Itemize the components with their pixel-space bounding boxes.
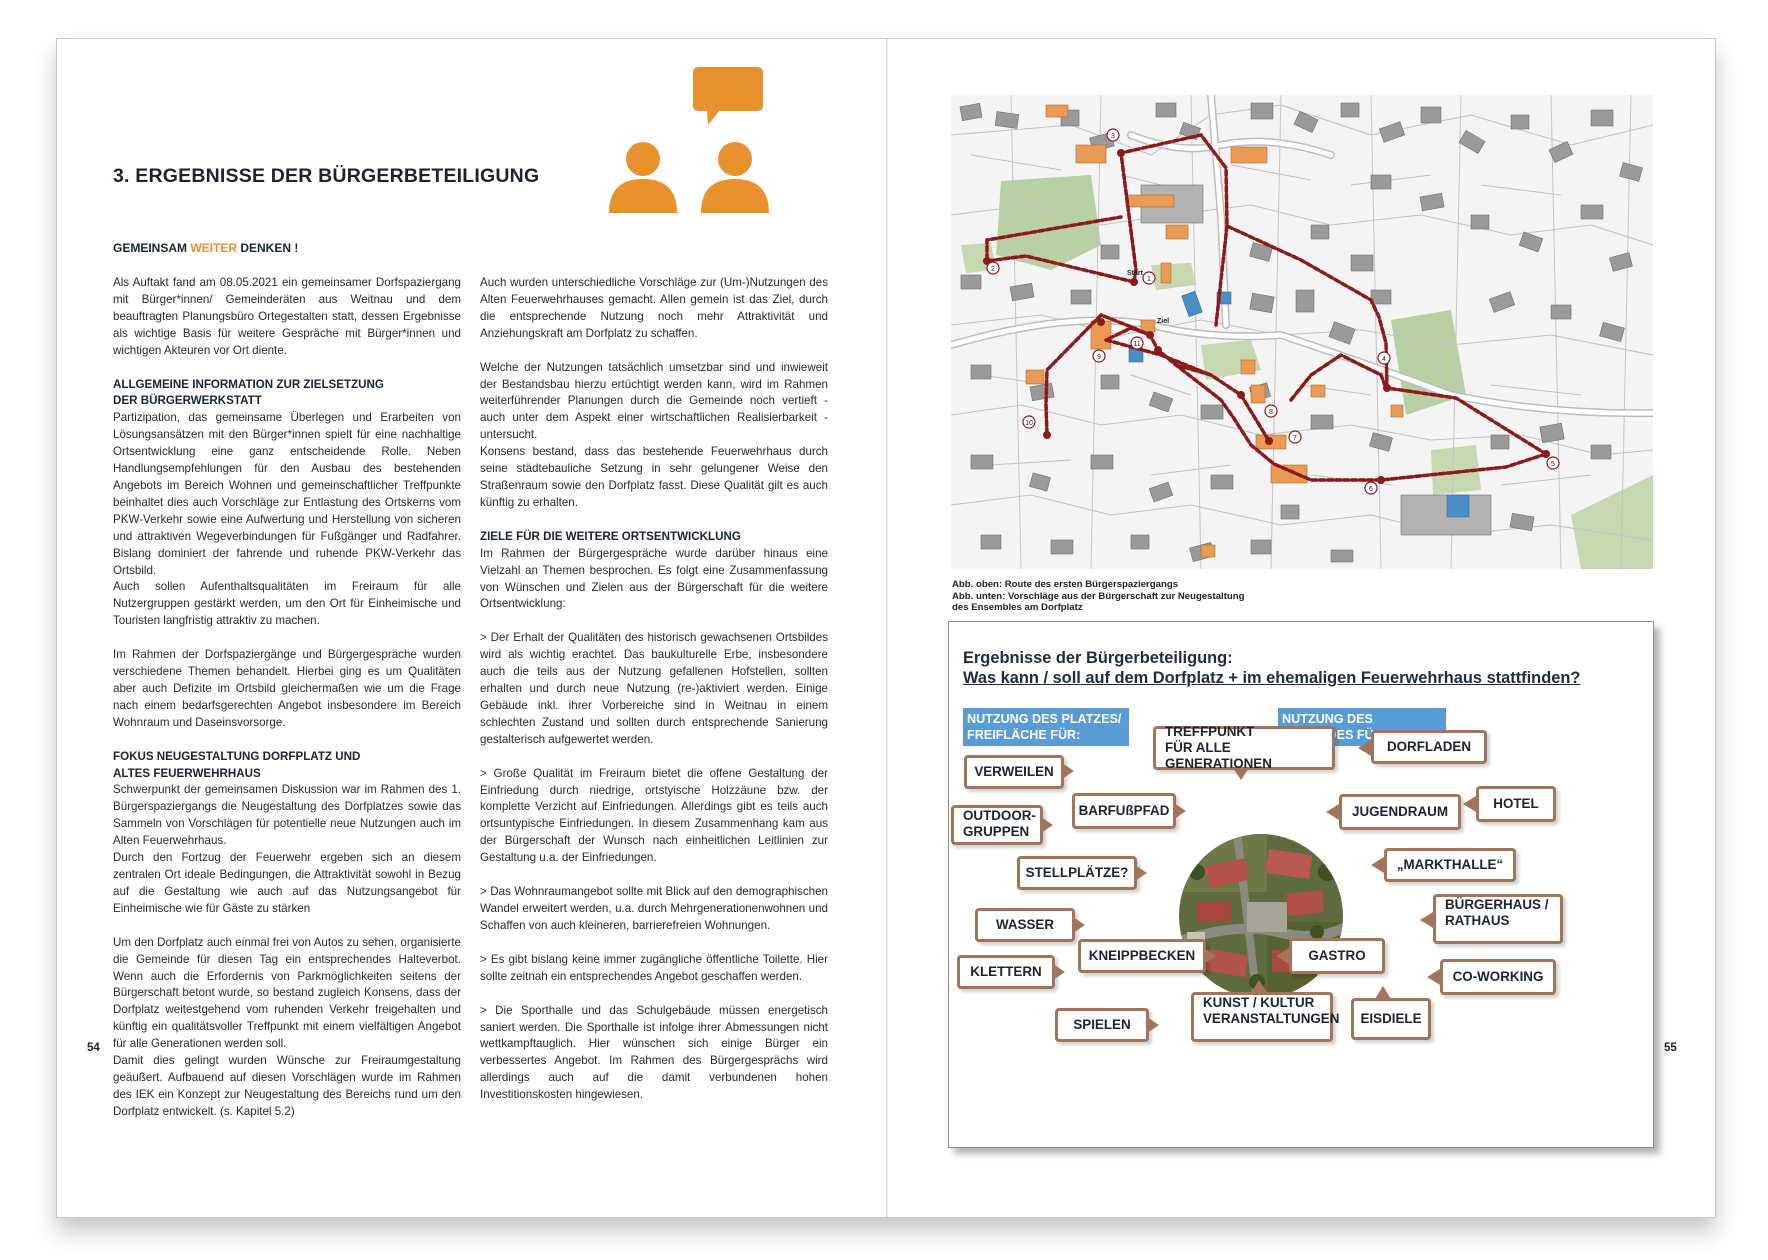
paragraph: Schwerpunkt der gemeinsamen Diskussion war im Rahmen des 1. Bürgerspaziergangs die Neugestaltung des Dorfplatzes sowie das Sammeln von Vorschlägen für potentielle neue Nutzungen auch im Alten Feuerwehrhaus. <box>113 783 461 848</box>
paragraph: Durch den Fortzug der Feuerwehr ergeben sich an diesem zentralen Ort ideale Bedingungen, die Attraktivität sowohl in Bezug auf die Gestaltung wie auch auf das Nutzungsangebot für Einheimische wie für Gäste zu stärken <box>113 851 461 915</box>
text-column-1 <box>113 275 461 1121</box>
svg-text:8: 8 <box>1269 409 1273 416</box>
bubble-klettern: KLETTERN <box>957 955 1055 989</box>
paragraph: Damit dies gelingt wurden Wünsche zur Freiraumgestaltung geäußert. Aufbauend auf diesen Vorschlägen wurde im Rahmen des IEK ein Konzept zur Neugestaltung des Bereichs rund um den Dorfplatz entwickelt. (s. Kapitel 5.2) <box>113 1054 461 1118</box>
section-heading: ZIELE FÜR DIE WEITERE ORTSENTWICKLUNG <box>480 529 741 543</box>
paragraph: Auch wurden unterschiedliche Vorschläge zur (Um-)Nutzungen des Alten Feuerwehrhauses gemacht. Allen gemein ist das Ziel, durch die entsprechende Nutzung noch mehr Attraktivität und Anziehungskraft am Dorfplatz zu schaffen. <box>480 276 828 340</box>
svg-text:3: 3 <box>1111 133 1115 140</box>
infobox-title: Ergebnisse der Bürgerbeteiligung: <box>963 649 1233 667</box>
svg-text:6: 6 <box>1369 486 1373 493</box>
chapter-title: 3. ERGEBNISSE DER BÜRGERBETEILIGUNG <box>113 165 540 187</box>
bubble-kunst-kultur: KUNST / KULTUR VERANSTALTUNGEN <box>1191 992 1333 1042</box>
bubble-spielen: SPIELEN <box>1055 1008 1149 1042</box>
label-square-use: NUTZUNG DES PLATZES/ FREIFLÄCHE FÜR: <box>963 708 1129 746</box>
bubble-eisdiele: EISDIELE <box>1351 998 1431 1040</box>
section-heading: FOKUS NEUGESTALTUNG DORFPLATZ UND <box>113 749 361 763</box>
paragraph: Auch sollen Aufenthaltsqualitäten im Freiraum für alle Nutzergruppen gestärkt werden, um den Ort für Einheimische und Touristen langfristig attraktiv zu machen. <box>113 580 461 628</box>
bubble-gastro: GASTRO <box>1289 938 1385 974</box>
page-number-left: 54 <box>87 1042 100 1054</box>
bubble-verweilen: VERWEILEN <box>964 755 1064 789</box>
paragraph: > Das Wohnraumangebot sollte mit Blick auf den demographischen Wandel erweitert werden, u.a. durch Mehrgenerationenwohnen und Schaffen von auch kleineren, barrierefreien Wohnungen. <box>480 885 828 932</box>
paragraph: Als Auftakt fand am 08.05.2021 ein gemeinsamer Dorfspaziergang mit Bürger*innen/ Gemeinderäten aus Weitnau und dem beauftragten Planungsbüro Ortegestalten statt, dessen Ergebnisse als wichtige Basis für weitere Gespräche mit Bürger*innen und wichtigen Akteuren vor Ort diente. <box>113 276 461 357</box>
label-building-use: NUTZUNG DES <box>1278 708 1446 746</box>
route-map-graphic <box>951 95 1653 569</box>
dorfplatz-aerial-photo <box>1177 832 1345 1000</box>
infobox-subtitle: Was kann / soll auf dem Dorfplatz + im ehemaligen Feuerwehrhaus stattfinden? <box>963 669 1581 687</box>
section-heading: DER BÜRGERWERKSTATT <box>113 394 262 408</box>
paragraph: > Es gibt bislang keine immer zugängliche öffentliche Toilette. Hier sollte zeitnah ein entsprechendes Angebot geschaffen werden. <box>480 952 828 983</box>
bubble-treffpunkt: TREFFPUNKT FÜR ALLE GENERATIONEN <box>1153 726 1335 770</box>
section-heading: ALLGEMEINE INFORMATION ZUR ZIELSETZUNG <box>113 377 384 391</box>
bubble-markthalle: „MARKTHALLE“ <box>1384 848 1516 882</box>
bubble-barfusspfad: BARFUßPFAD <box>1072 793 1176 829</box>
svg-text:5: 5 <box>1551 461 1555 468</box>
bubble-jugendraum: JUGENDRAUM <box>1339 794 1461 830</box>
bubble-co-working: CO-WORKING <box>1440 959 1556 995</box>
bubble-kneippbecken: KNEIPPBECKEN <box>1078 939 1206 973</box>
paragraph: > Die Sporthalle und das Schulgebäude müssen energetisch saniert werden. Die Sporthalle ist infolge ihrer Abmessungen nicht wettkampftauglich. Hier wünschen sich einige Bürger ein verbessertes Angebot. Im Rahmen des Bürgergesprächs wird allerdings auch auf die damit verbundenen hohen Investitionskosten hingewiesen. <box>480 1003 828 1102</box>
book-gutter <box>886 39 888 1217</box>
bubble-wasser: WASSER <box>975 908 1075 942</box>
map-start-label: Start <box>1127 270 1143 277</box>
svg-text:1: 1 <box>1147 276 1151 283</box>
participation-results-box <box>948 621 1654 1148</box>
bubble-dorfladen: DORFLADEN <box>1371 730 1487 764</box>
route-map <box>951 95 1653 569</box>
paragraph: Im Rahmen der Dorfspaziergänge und Bürgergespräche wurden verschiedene Themen behandelt. Hierbei ging es um Qualitäten aber auch Defizite im Ortsbild gleichermaßen wie um die Frage nach einem bedarfsgerechten Angebot insbesondere im Bereich Wohnraum und Daseinsvorsorge. <box>113 648 461 729</box>
svg-text:11: 11 <box>1133 341 1141 348</box>
bubble-buergerhaus-rathaus: BÜRGERHAUS / RATHAUS <box>1433 894 1563 944</box>
section-subtitle: GEMEINSAM WEITER DENKEN ! <box>113 241 299 255</box>
paragraph: Um den Dorfplatz auch einmal frei von Autos zu sehen, organisierte die Gemeinde für diesen Tag ein entsprechendes Halteverbot. Wenn auch die Erfordernis von Parkmöglichkeiten seitens der Bürgerschaft betont wurde, so bestand zugleich Konsens, dass der Dorfplatz weitestgehend vom ruhenden Verkehr freigehalten und künftig ein qualitätsvoller Treffpunkt mit einem vielfältigen Angebot für alle Generationen werden soll. <box>113 935 461 1051</box>
bubble-hotel: HOTEL <box>1476 786 1556 822</box>
paragraph: Im Rahmen der Bürgergespräche wurde darüber hinaus eine Vielzahl an Themen besprochen. Es folgt eine Zusammenfassung von Wünschen und Zielen aus der Bürgerschaft für die weitere Ortsentwicklung: <box>480 546 828 611</box>
figure-caption: Abb. oben: Route des ersten Bürgerspaziergangs Abb. unten: Vorschläge aus der Bürgerschaft zur Neugestaltung des Ensembles am Dorfplatz <box>952 579 1245 614</box>
paragraph: Welche der Nutzungen tatsächlich umsetzbar sind und inwieweit der Bestandsbau hierzu ertüchtigt werden kann, wird im Rahmen weiterführender Planungen durch die Gemeinde noch vertieft - auch unter dem Aspekt einer wirtschaftlichen Realisierbarkeit - untersucht. <box>480 360 828 442</box>
text-column-2 <box>480 275 828 1104</box>
book-spread <box>56 38 1716 1218</box>
svg-text:7: 7 <box>1293 435 1297 442</box>
people-talking-icon <box>609 67 779 217</box>
paragraph: Konsens bestand, dass das bestehende Feuerwehrhaus durch seine städtebauliche Setzung in sehr gelungener Weise den Straßenraum sowie den Dorfplatz fasst. Diese Qualität gilt es auch künftig zu erhalten. <box>480 445 828 509</box>
page-number-right: 55 <box>1664 1042 1677 1054</box>
svg-text:10: 10 <box>1025 420 1033 427</box>
svg-text:4: 4 <box>1382 356 1386 363</box>
bubble-outdoor-gruppen: OUTDOOR- GRUPPEN <box>951 805 1043 845</box>
paragraph: > Große Qualität im Freiraum bietet die offene Gestaltung der Einfriedung durch niedrige, ortstyische Holzzäune bzw. der komplette Verzicht auf Einfriedungen. Allerdings gibt es teils auch ortsuntypische Einfriedungen. In diesem Zusammenhang kam aus der Bürgerschaft der Wunsch nach einheitlichen Leitlinien zur Gestaltung u.a. der Einfriedungen. <box>480 766 828 865</box>
paragraph: Partizipation, das gemeinsame Überlegen und Erarbeiten von Lösungsansätzen mit den Bürger*innen spielt für eine nachhaltige Ortsentwicklung eine ganz entscheidende Rolle. Neben Handlungsempfehlungen für den Ausbau des bestehenden Angebots im Bereich Wohnen und gemeinschaftlicher Treffpunkte beinhaltet dies auch Vorschläge zur Entlastung des Ortskerns vom PKW-Verkehr sowie eine Aufwertung und Herstellung von sicheren und attraktiven Wegeverbindungen für Fußgänger und Radfahrer. Bislang dominiert der fahrende und ruhende PKW-Verkehr das Ortsbild. <box>113 411 461 577</box>
svg-text:9: 9 <box>1097 354 1101 361</box>
bubble-stellplaetze: STELLPLÄTZE? <box>1017 856 1137 890</box>
map-goal-label: Ziel <box>1157 318 1170 325</box>
section-heading: ALTES FEUERWEHRHAUS <box>113 766 261 780</box>
svg-text:2: 2 <box>991 266 995 273</box>
paragraph: > Der Erhalt der Qualitäten des historisch gewachsenen Ortsbildes wird als wichtig erachtet. Das baukulturelle Erbe, insbesondere auch die teils aus der Nutzung gefallenen Hofstellen, sollten erhalten und durch neue Nutzung (re-)aktiviert werden. Einige Gebäude inkl. ihrer Vorbereiche sind in Weitnau in einem schlechten Zustand und sollten durch entsprechende Sanierung gestalterisch aufgewertet werden. <box>480 631 828 746</box>
